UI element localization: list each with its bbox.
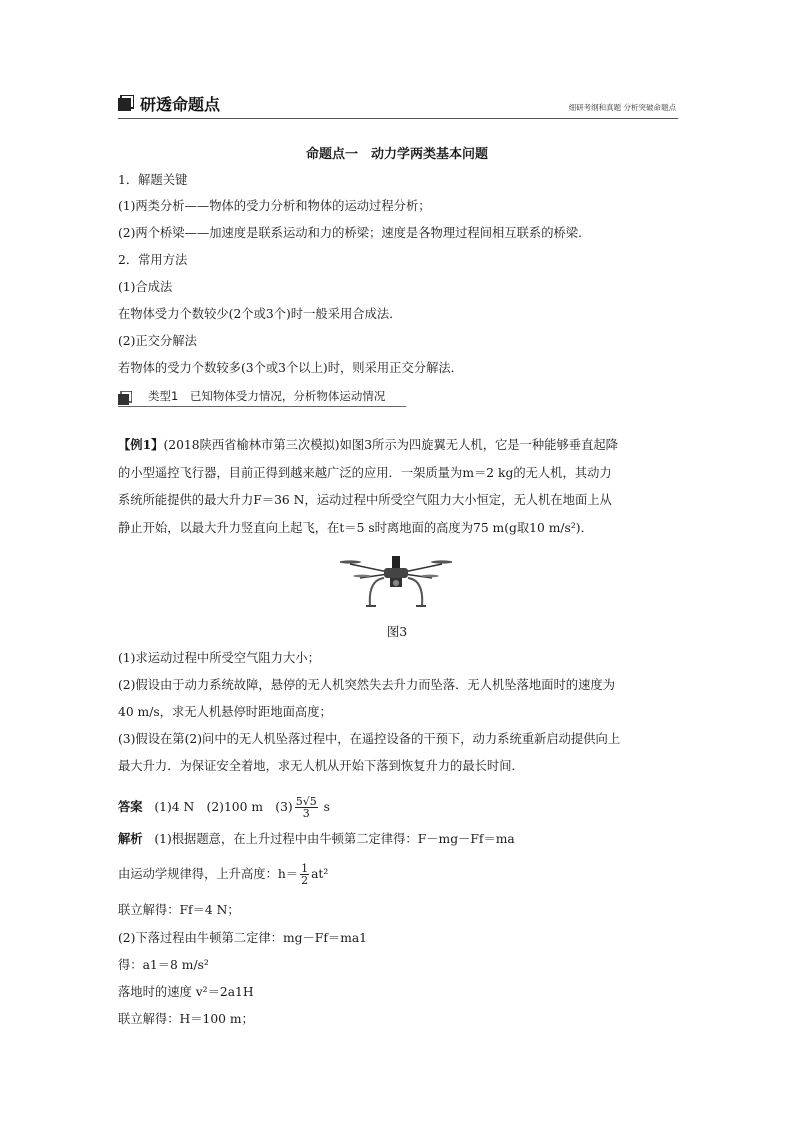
text-line: 在物体受力个数较少(2个或3个)时一般采用合成法． [118, 307, 402, 321]
solution-line-5: 得：a1＝8 m/s² [118, 958, 209, 972]
solution-fraction: $\frac{1}{2}$ [301, 862, 309, 887]
example-tag: 【例1】 [118, 437, 164, 452]
text-line: (1)合成法 [118, 280, 173, 294]
solution-line-6: 落地时的速度 v²＝2a1H [118, 985, 254, 999]
answer-line: 答案 (1)4 N (2)100 m (3) $\frac{5√5}{3}$ s [118, 795, 330, 820]
solution-line-2: 由运动学规律得，上升高度：h＝ $\frac{1}{2}$ at² [118, 862, 329, 887]
text-line: (1)两类分析——物体的受力分析和物体的运动过程分析； [118, 199, 431, 213]
example-line-3: 系统所能提供的最大升力F＝36 N，运动过程中所受空气阻力大小恒定，无人机在地面上从 [118, 493, 612, 507]
answer-fraction: $\frac{5√5}{3}$ [295, 795, 317, 820]
drone-figure [340, 550, 452, 612]
text-line: 若物体的受力个数较多(3个或3个以上)时，则采用正交分解法． [118, 361, 463, 375]
type-heading-text: 类型1 已知物体受力情况，分析物体运动情况 [148, 389, 386, 403]
text-line: 1．解题关键 [118, 173, 188, 187]
section-square-icon [118, 95, 134, 111]
question-1: (1)求运动过程中所受空气阻力大小； [118, 651, 320, 665]
question-2-line-2: 40 m/s，求无人机悬停时距地面高度； [118, 705, 332, 719]
solution-line-4: (2)下落过程由牛顿第二定律：mg－Ff＝ma1 [118, 931, 368, 945]
text-line: (2)正交分解法 [118, 334, 197, 348]
text-line: 2．常用方法 [118, 253, 188, 267]
solution-line-1: 解析 (1)根据题意，在上升过程中由牛顿第二定律得：F－mg－Ff＝ma [118, 831, 515, 846]
question-2-line-1: (2)假设由于动力系统故障，悬停的无人机突然失去升力而坠落．无人机坠落地面时的速度为 [118, 678, 615, 692]
section-title: 命题点一 动力学两类基本问题 [305, 147, 488, 162]
question-3-line-2: 最大升力．为保证安全着地，求无人机从开始下落到恢复升力的最长时间． [118, 759, 524, 773]
solution-line-7: 联立解得：H＝100 m； [118, 1012, 254, 1026]
figure-caption: 图3 [386, 624, 408, 639]
header-subtitle: 细研考纲和真题 分析突破命题点 [568, 103, 676, 112]
section-header [118, 92, 678, 119]
example-line-2: 的小型遥控飞行器，目前正得到越来越广泛的应用．一架质量为m＝2 kg的无人机，其动力 [118, 466, 612, 480]
text-line: (2)两个桥梁——加速度是联系运动和力的桥梁；速度是各物理过程间相互联系的桥梁． [118, 226, 591, 240]
answer-label: 答案 [118, 799, 143, 814]
type-square-icon [118, 391, 132, 405]
type-heading [118, 386, 406, 407]
header-title: 研透命题点 [140, 95, 221, 114]
solution-line-3: 联立解得：Ff＝4 N； [118, 903, 240, 917]
example-line-1: 【例1】(2018陕西省榆林市第三次模拟)如图3所示为四旋翼无人机，它是一种能够垂直起降 [118, 437, 618, 452]
example-line-4: 静止开始，以最大升力竖直向上起飞，在t＝5 s时离地面的高度为75 m(g取10 m/s²)． [118, 521, 593, 535]
solution-label: 解析 [118, 831, 143, 846]
question-3-line-1: (3)假设在第(2)问中的无人机坠落过程中，在遥控设备的干预下，动力系统重新启动提供向上 [118, 732, 621, 746]
